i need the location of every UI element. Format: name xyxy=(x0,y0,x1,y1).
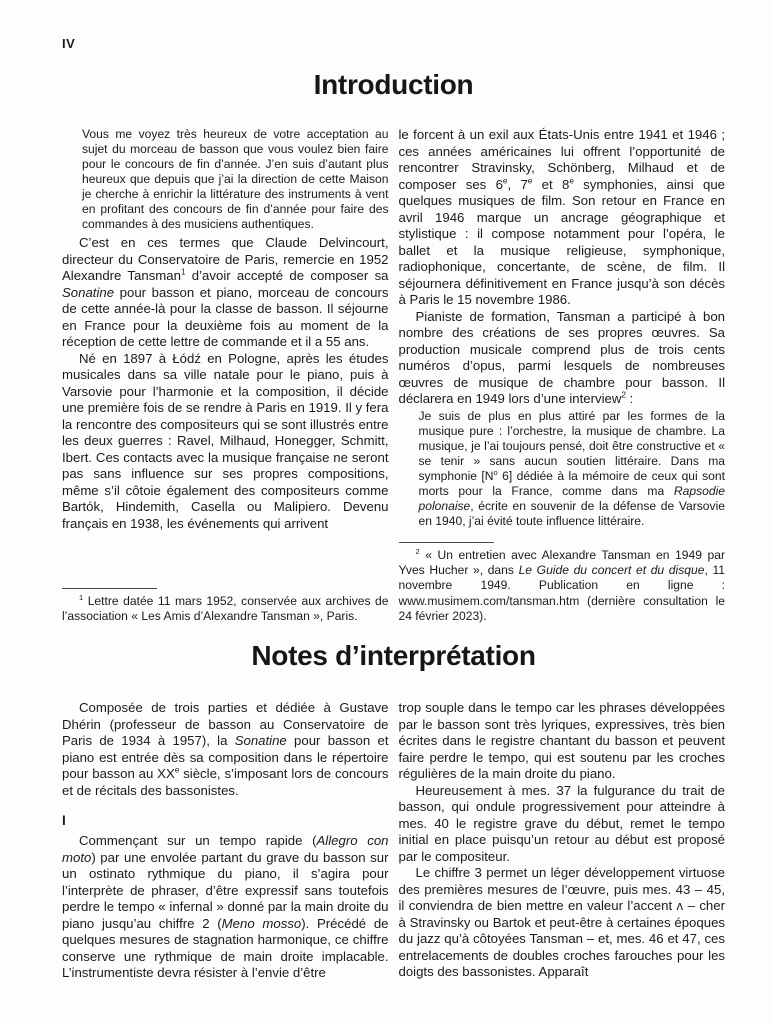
section-title-introduction: Introduction xyxy=(313,69,474,100)
intro-paragraph: le forcent à un exil aux États-Unis entre 1941 et 1946 ; ces années américaines lui offrent l’opportunité de rencontrer Stravinsky, Schönberg, Milhaud et de composer ses 6e, 7e et 8e symphonies, ainsi que quelques musiques de film. Son retour en France en avril 1946 marque un ancrage géographique et stylistique : il compose notamment pour l’opéra, le ballet et la musique religieuse, symphonique, radiophonique, concertante, de scène, de film. Il séjournera définitivement en France jusqu’à son décès à Paris le 15 novembre 1986. xyxy=(398,127,725,307)
introduction-right-column xyxy=(399,127,726,624)
introduction-columns xyxy=(62,127,725,624)
footnote-rule xyxy=(62,588,157,589)
footnote-2-block xyxy=(399,542,726,624)
footnote-1: $^1$ Lettre datée 11 mars 1952, conservée aux archives de l’association « Les Amis d’Alexandre Tansman », Paris. xyxy=(62,592,389,623)
notes-paragraph: Heureusement à mes. 37 la fulgurance du trait de basson, qui ondule progressivement pour atteindre à mes. 40 le registre grave du début, remet le tempo initial en place puisqu’un retour au début est proposé par le compositeur. xyxy=(398,782,725,864)
letter-quote: Vous me voyez très heureux de votre acceptation au sujet du morceau de basson que vous voulez bien faire pour le concours de fin d’année. J’en suis d’autant plus heureux que depuis que j’ai la direction de cette Maison je cherche à enrichir la littérature des instruments à vent en profitant des concours de fin d’année pour faire des commandes à des musiciens authentiques. xyxy=(82,127,389,231)
footnote-2: $^2$ « Un entretien avec Alexandre Tansman en 1949 par Yves Hucher », dans Le Guide du concert et du disque, 11 novembre 1949. Publication en ligne : www.musimem.com/tansman.htm (dernière consultation le 24 février 2023). xyxy=(398,546,725,623)
notes-paragraph: Composée de trois parties et dédiée à Gustave Dhérin (professeur de basson au Conservatoire de Paris de 1934 à 1957), la Sonatine pour basson et piano est entrée dès sa composition dans le répertoire pour basson au XXe siècle, s’imposant lors de concours et de récitals des bassonistes. xyxy=(62,700,389,798)
section-title-notes: Notes d’interprétation xyxy=(251,640,536,671)
footnote-1-block xyxy=(62,588,389,624)
movement-heading-1: I xyxy=(62,813,66,828)
introduction-left-column xyxy=(62,127,389,624)
intro-paragraph: Pianiste de formation, Tansman a participé à bon nombre des créations de ses propres œuvres. Sa production musicale comprend plus de trois cents numéros d’opus, parmi lesquels de nombreuses œuvres de musique de chambre pour basson. Il déclarera en 1949 lors d’une interview$^2$ : xyxy=(398,308,725,406)
interview-quote: Je suis de plus en plus attiré par les formes de la musique pure : l’orchestre, la musique de chambre. La musique, je l’ai toujours pensé, doit être constructive et « se tenir » sans aucun soutien littéraire. Dans ma symphonie [$N^o$ 6] dédiée à la mémoire de ceux qui sont morts pour la France, comme dans ma Rapsodie polonaise, écrite en souvenir de la défense de Varsovie en 1940, j’ai évité toute influence littéraire. xyxy=(418,408,725,528)
page-number: IV xyxy=(62,36,76,51)
notes-left-column xyxy=(62,700,389,982)
intro-paragraph: Né en 1897 à Łódź en Pologne, après les études musicales dans sa ville natale pour le piano, puis à Varsovie pour l’harmonie et la composition, il décide une première fois de se rendre à Paris en 1919. Il y fera la rencontre des compositeurs qui se sont illustrés entre les deux guerres : Ravel, Milhaud, Honegger, Schmitt, Ibert. Ces contacts avec la musique française ne seront pas sans influence sur ses propres compositions, même s’il côtoie également des compositeurs comme Bartók, Hindemith, Casella ou Malipiero. Devenu français en 1938, les événements qui arrivent xyxy=(62,350,389,531)
footnote-rule xyxy=(399,542,494,543)
intro-paragraph: C’est en ces termes que Claude Delvincourt, directeur du Conservatoire de Paris, remercie en 1952 Alexandre Tansman$^1$ d’avoir accepté de composer sa Sonatine pour basson et piano, morceau de concours de cette année-là pour la classe de basson. Il séjourne en France pour la deuxième fois au moment de la réception de cette lettre de commande et il a 55 ans. xyxy=(62,235,389,349)
notes-paragraph: trop souple dans le tempo car les phrases développées par le basson sont très lyriques, expressives, très bien écrites dans le registre chantant du basson et peuvent faire perdre le tempo, qui est soutenu par les croches régulières de la main droite du piano. xyxy=(398,700,725,781)
notes-right-column xyxy=(399,700,726,982)
notes-paragraph: Le chiffre 3 permet un léger développement virtuose des premières mesures de l’œuvre, puis mes. 43 – 45, il conviendra de bien mettre en valeur l’accent ʌ – cher à Stravinsky ou Bartok et peut-être à certaines époques du jazz qu’à côtoyées Tansman – et, mes. 46 et 47, ces entrelacements de doubles croches farouches pour les doigts des bassonistes. Apparaît xyxy=(398,865,725,979)
notes-paragraph: Commençant sur un tempo rapide (Allegro con moto) par une envolée partant du grave du basson sur un ostinato rythmique du piano, il s’agira pour l’interprète de phraser, d’être expressif sans toutefois perdre le tempo « infernal » donné par la main droite du piano jusqu’au chiffre 2 (Meno mosso). Précédé de quelques mesures de stagnation harmonique, ce chiffre conserve une rythmique de main droite implacable. L’instrumentiste devra résister à l’envie d’être xyxy=(62,833,389,980)
notes-columns xyxy=(62,700,725,982)
